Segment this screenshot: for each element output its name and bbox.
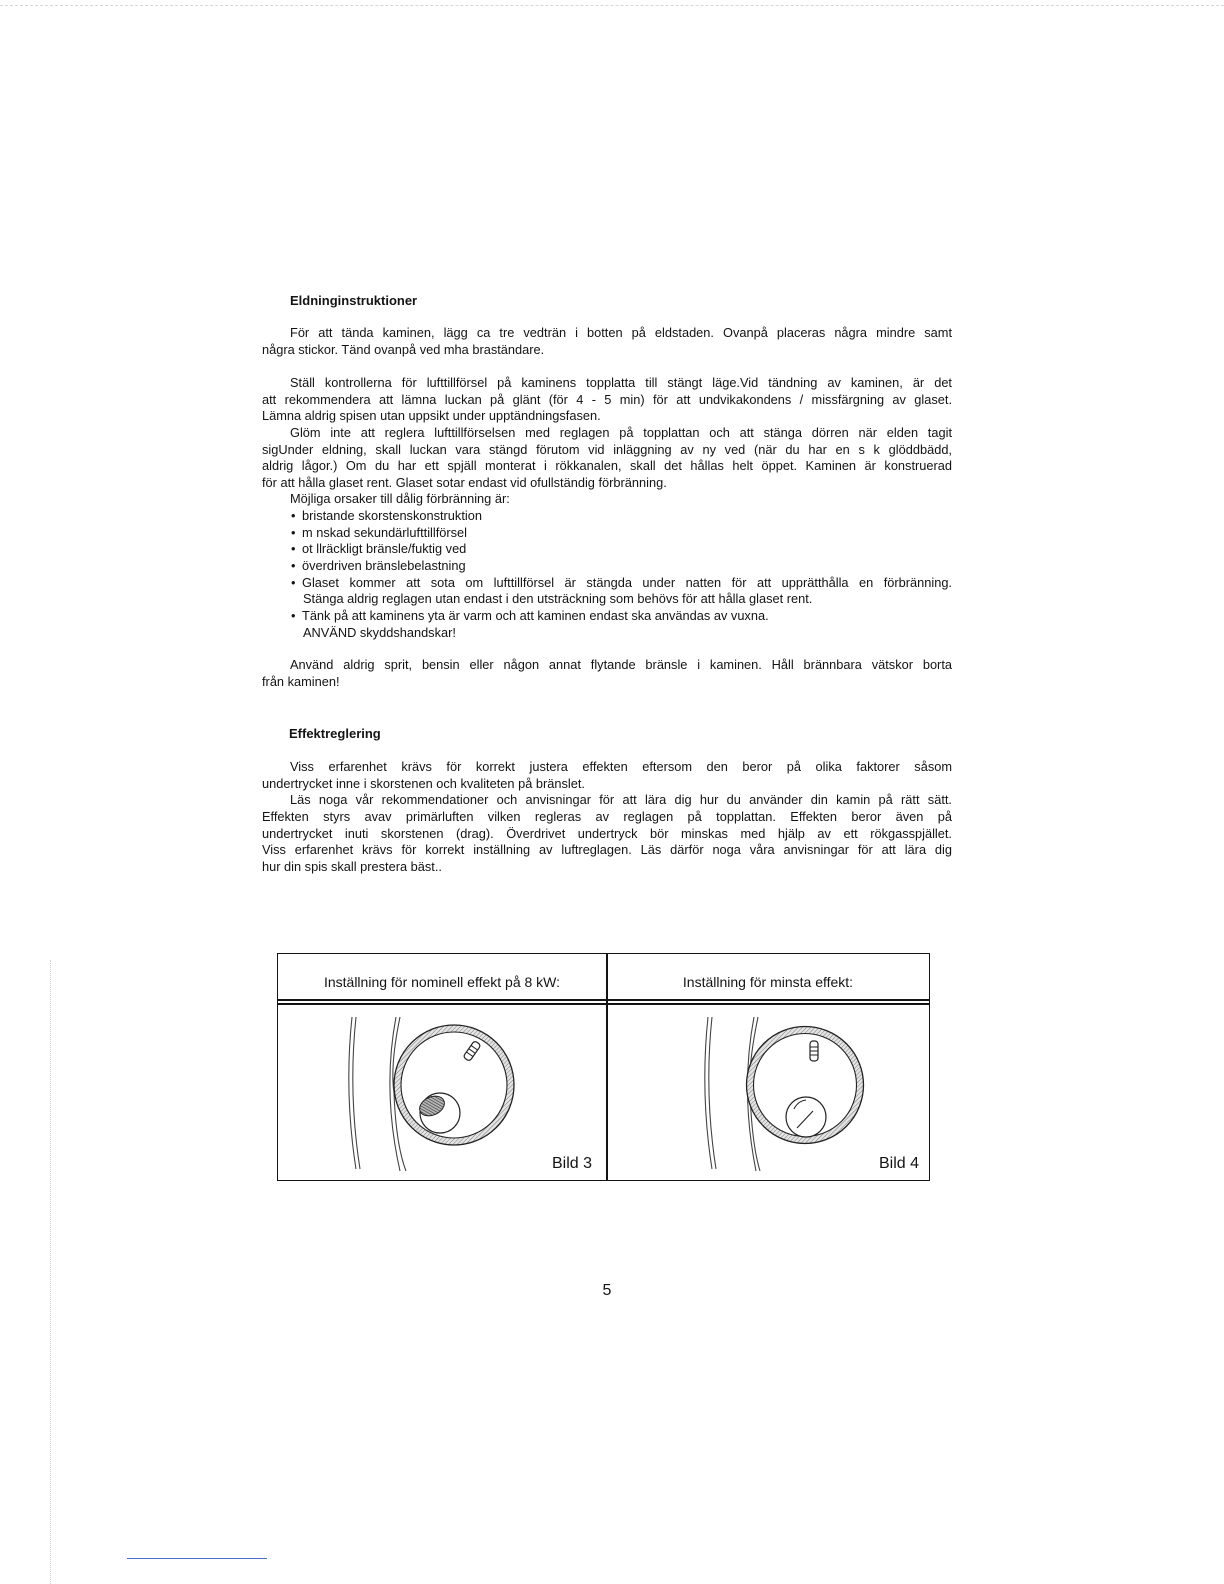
paragraph-power-regulation: [262, 759, 952, 875]
header-rule: [278, 999, 929, 1001]
page-number: 5: [602, 1282, 612, 1299]
figure-caption-bild3: Bild 3: [551, 1155, 592, 1172]
text-line: för att hålla glaset rent. Glaset sotar endast vid ofullständig förbränning.: [262, 474, 667, 490]
bullet-icon: •: [291, 558, 296, 574]
text-line: För att tända kaminen, lägg ca tre vedträn i botten på eldstaden. Ovanpå placeras några mindre samt: [290, 325, 952, 340]
text-line: aldrig lågor.) Om du har ett spjäll monterat i rökkanalen, skall det hållas helt öppet. Kaminen är konstruerad: [262, 458, 952, 474]
text-line: undertrycket inne i skorstenen och kvaliteten på bränslet.: [262, 775, 585, 791]
paragraph-lighting: [262, 325, 952, 358]
bullet-item: • överdriven bränslebelastning: [291, 558, 466, 574]
text-line: Viss erfarenhet krävs för korrekt inställning av luftreglagen. Läs därför noga våra anvisningar för att lära dig: [262, 842, 952, 858]
scan-margin-line: [50, 960, 51, 1584]
dial-knob: [463, 1041, 481, 1062]
air-control-dial-open-icon: [278, 1005, 606, 1178]
dial-inner-disc: [416, 1092, 460, 1133]
text-line: några stickor. Tänd ovanpå ved mha braständare.: [262, 341, 545, 357]
text-line: Effekten styrs avav primärluften vilken regleras av reglagen på topplattan. Effekten beror även på: [262, 808, 952, 824]
bullet-item: • Glaset kommer att sota om lufttillförsel är stängda under natten för att upprätthålla en förbränning.: [291, 574, 952, 590]
text-line: Glöm inte att reglera lufttillförselsen med reglagen på topplattan och att stänga dörren när elden tagit: [290, 424, 952, 440]
text-line: Lämna aldrig spisen utan uppsikt under upptändningsfasen.: [262, 408, 601, 424]
section-heading-eldning: Eldninginstruktioner: [290, 293, 418, 308]
bullet-icon: •: [291, 574, 296, 590]
text-line: från kaminen!: [262, 673, 340, 689]
paragraph-fuel-warning: [262, 657, 952, 690]
bullet-icon: •: [291, 524, 296, 540]
bullet-icon: •: [291, 508, 296, 524]
text-line: sigUnder eldning, skall luckan vara stängd förutom vid inläggning av ny ved (när du har en s k glöddbädd,: [262, 441, 952, 457]
text-line: Ställ kontrollerna för lufttillförsel på kaminens topplatta till stängt läge.Vid tändning av kaminen, är det: [290, 375, 952, 390]
bullet-item: • ot llräckligt bränsle/fuktig ved: [291, 541, 467, 557]
text-line: hur din spis skall prestera bäst..: [262, 858, 442, 874]
figure-caption-bild4: Bild 4: [878, 1155, 919, 1172]
bullet-item: • Tänk på att kaminens yta är varm och att kaminen endast ska användas av vuxna.: [291, 607, 769, 623]
text-line: Använd aldrig sprit, bensin eller någon annat flytande bränsle i kaminen. Håll brännbara vätskor borta: [290, 657, 952, 672]
dial-knob: [810, 1041, 818, 1061]
text-line: att rekommendera att lämna luckan på glänt (för 4 - 5 min) för att undvikakondens / missfärgning av glaset.: [262, 391, 952, 407]
footnote-rule: [127, 1558, 267, 1559]
bullet-continuation: Stänga aldrig reglagen utan endast i den utsträckning som behövs för att hålla glaset rent.: [303, 591, 813, 607]
table-header-minimum: Inställning för minsta effekt:: [682, 974, 854, 990]
bullet-continuation: ANVÄND skyddshandskar!: [303, 624, 456, 640]
bullet-item: • bristande skorstenskonstruktion: [291, 508, 482, 524]
air-control-dial-closed-icon: [608, 1005, 928, 1178]
scan-top-edge: [0, 5, 1224, 6]
text-line: Läs noga vår rekommendationer och anvisningar för att lära dig hur du använder din kamin på rätt sätt.: [290, 792, 952, 808]
bullet-item: • m nskad sekundärlufttillförsel: [291, 524, 468, 540]
causes-intro: Möjliga orsaker till dålig förbränning är:: [290, 491, 510, 507]
dial-inner-disc: [786, 1097, 826, 1137]
text-line: undertrycket inuti skorstenen (drag). Överdrivet undertryck bör minskas med hjälp av ett rökgasspjället.: [262, 825, 952, 841]
bullet-icon: •: [291, 607, 296, 623]
paragraph-controls: [262, 375, 952, 641]
table-header-nominal: Inställning för nominell effekt på 8 kW:: [323, 974, 561, 990]
settings-table: [277, 953, 930, 1181]
bullet-icon: •: [291, 541, 296, 557]
section-heading-effekt: Effektreglering: [289, 726, 381, 741]
text-line: Viss erfarenhet krävs för korrekt justera effekten eftersom den beror på olika faktorer såsom: [290, 759, 952, 774]
